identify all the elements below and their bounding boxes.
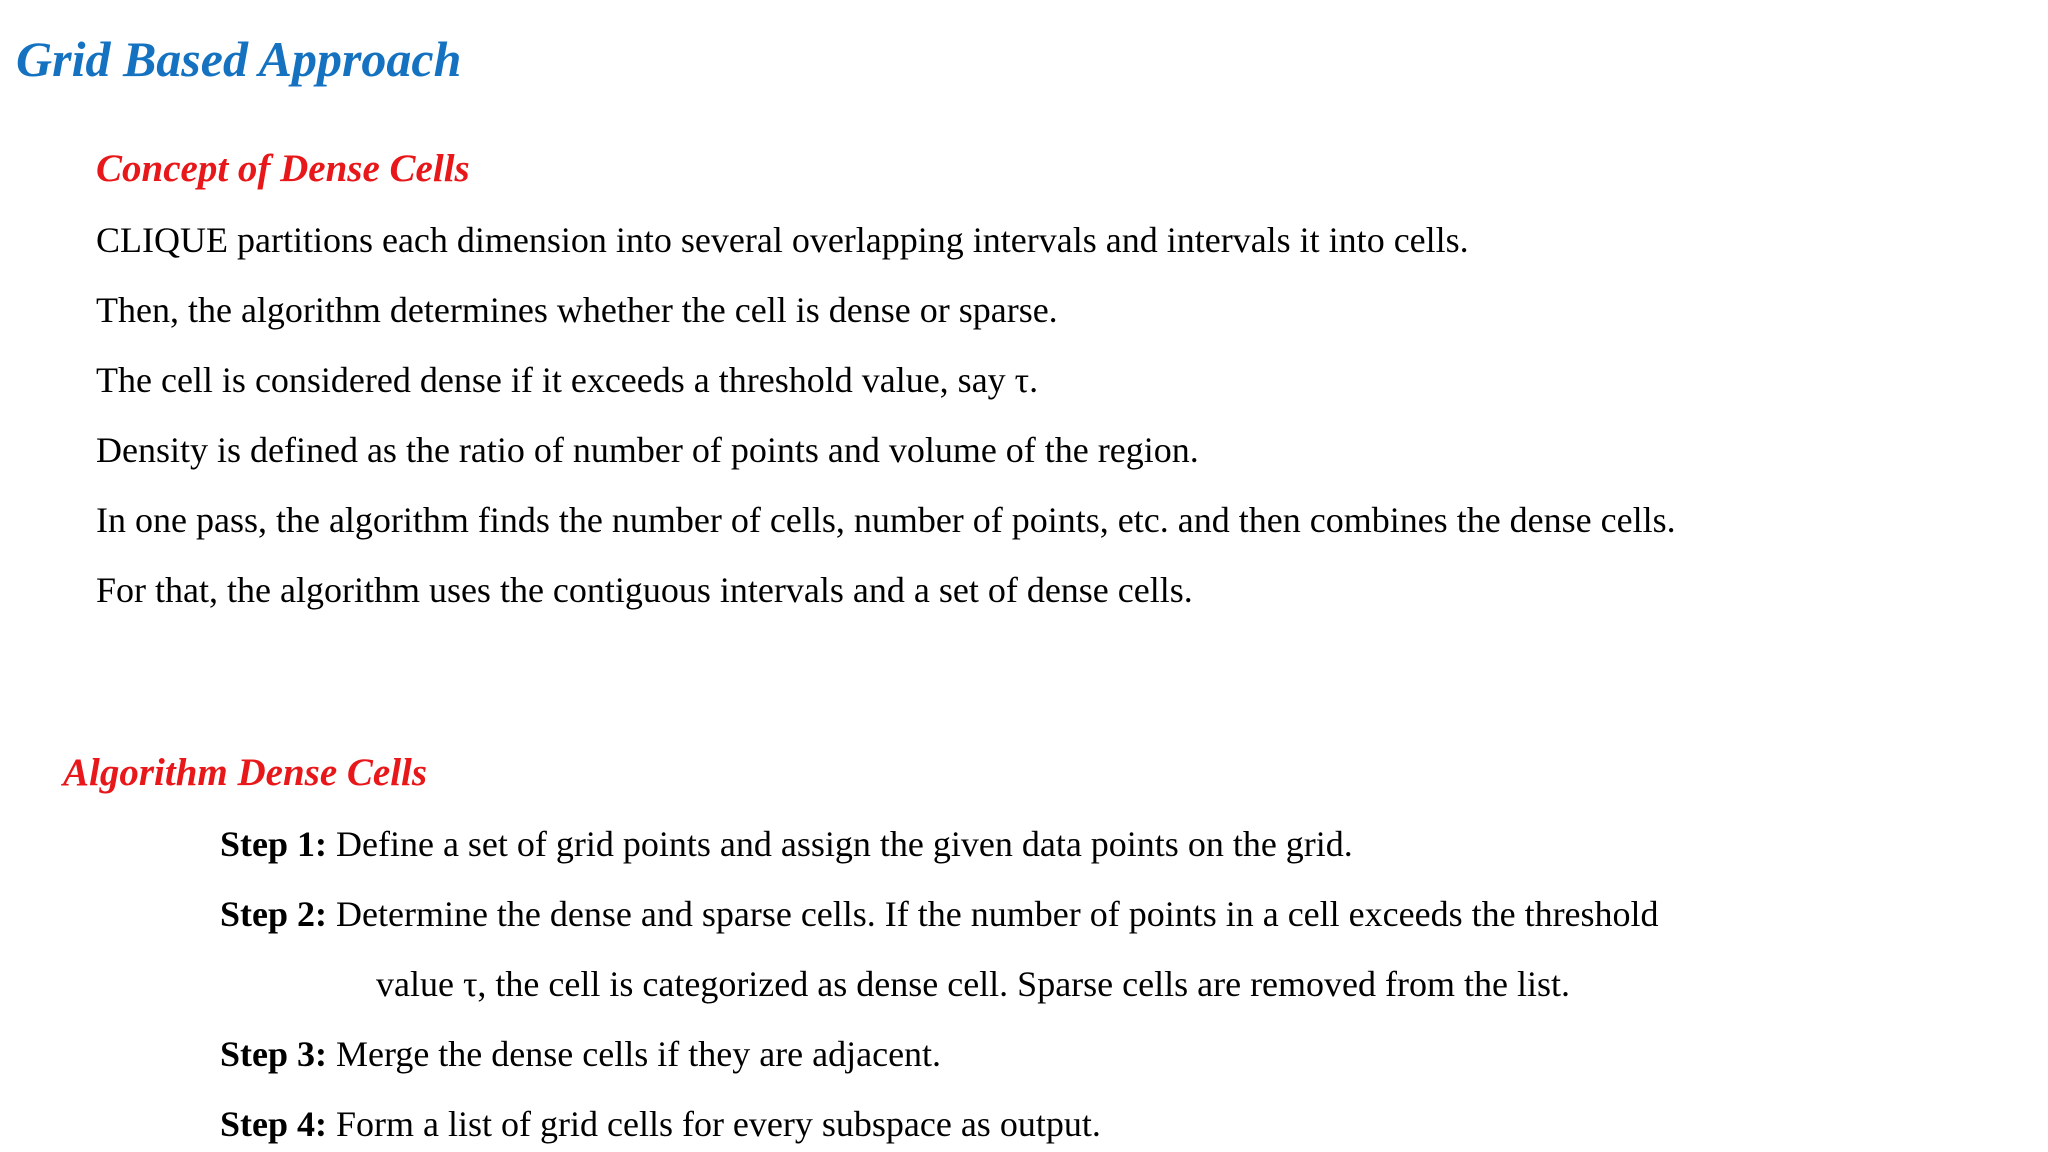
concept-heading: Concept of Dense Cells: [96, 147, 470, 190]
step-text: Define a set of grid points and assign the given data points on the grid.: [327, 824, 1353, 864]
concept-line: The cell is considered dense if it exceeds a threshold value, say τ.: [96, 360, 1039, 400]
step-text: Merge the dense cells if they are adjacent.: [327, 1034, 942, 1074]
step-2-continuation: value τ, the cell is categorized as dense cell. Sparse cells are removed from the list.: [376, 964, 1570, 1004]
step-text: Determine the dense and sparse cells. If the number of points in a cell exceeds the threshold: [327, 894, 1659, 934]
step-label: Step 1:: [220, 824, 327, 864]
concept-line: Density is defined as the ratio of number of points and volume of the region.: [96, 430, 1199, 470]
step-label: Step 3:: [220, 1034, 327, 1074]
concept-line: In one pass, the algorithm finds the number of cells, number of points, etc. and then combines the dense cells.: [96, 500, 1676, 540]
page-title: Grid Based Approach: [16, 31, 462, 87]
algorithm-heading: Algorithm Dense Cells: [63, 751, 428, 794]
step-label: Step 4:: [220, 1104, 327, 1144]
concept-line: Then, the algorithm determines whether the cell is dense or sparse.: [96, 290, 1058, 330]
concept-line: CLIQUE partitions each dimension into several overlapping intervals and intervals it into cells.: [96, 220, 1469, 260]
step-label: Step 2:: [220, 894, 327, 934]
concept-line: For that, the algorithm uses the contiguous intervals and a set of dense cells.: [96, 570, 1193, 610]
step-text: Form a list of grid cells for every subspace as output.: [327, 1104, 1101, 1144]
step-1: [220, 822, 1353, 866]
step-4: [220, 1102, 1101, 1146]
step-2: [220, 892, 1659, 936]
step-3: [220, 1032, 941, 1076]
